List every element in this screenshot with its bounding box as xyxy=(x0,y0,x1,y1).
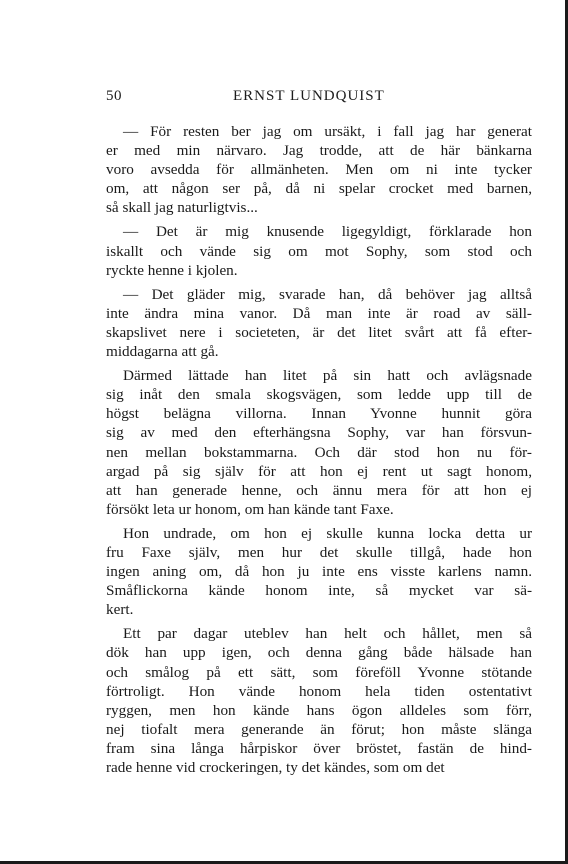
text-line: så skall jag naturligtvis... xyxy=(106,199,258,217)
text-line: — För resten ber jag om ursäkt, i fall jag har generat xyxy=(123,123,532,140)
paragraph xyxy=(106,366,532,519)
text-line: Hon undrade, om hon ej skulle kunna locka detta ur xyxy=(123,524,532,542)
text-line: ingen aning om, då hon ju inte ens visste karlens namn. xyxy=(106,563,532,581)
text-line: ryggen, men hon kände hans ögon alldeles som förr, xyxy=(106,701,532,719)
paragraph xyxy=(106,222,532,279)
text-line: nen mellan bokstammarna. Och där stod hon nu för- xyxy=(106,443,532,461)
running-head: ERNST LUNDQUIST xyxy=(233,88,385,104)
text-line: voro avsedda för allmänheten. Men om ni inte tycker xyxy=(106,161,532,179)
body-text xyxy=(106,122,532,782)
text-line: försökt leta ur honom, om han kände tant Faxe. xyxy=(106,500,394,518)
text-line: fram sina långa hårpiskor över bröstet, fastän de hind- xyxy=(106,739,532,757)
paragraph xyxy=(106,624,532,777)
text-line: förtroligt. Hon vände honom hela tiden ostentativt xyxy=(106,682,532,700)
text-line: er med min närvaro. Jag trodde, att de här bänkarna xyxy=(106,142,532,160)
text-line: kert. xyxy=(106,601,134,619)
text-line: sig av med den efterhängsna Sophy, var han försvun- xyxy=(106,424,532,442)
page-number: 50 xyxy=(106,88,122,104)
text-line: — Det gläder mig, svarade han, då behöver jag alltså xyxy=(123,285,532,303)
paragraph xyxy=(106,285,532,361)
text-line: högst belägna villorna. Innan Yvonne hunnit göra xyxy=(106,405,532,423)
paragraph xyxy=(106,122,532,217)
text-line: nej tiofalt mera generande än förut; hon måste slänga xyxy=(106,720,532,738)
text-line: och smålog på ett sätt, som föreföll Yvonne stötande xyxy=(106,663,532,681)
text-line: ryckte henne i kjolen. xyxy=(106,261,238,279)
page-header xyxy=(106,88,532,108)
text-line: inte ändra mina vanor. Då man inte är road av säll- xyxy=(106,304,532,322)
text-line: rade henne vid crockeringen, ty det kändes, som om det xyxy=(106,759,445,776)
text-line: argad på sig själv för att hon ej rent ut sagt honom, xyxy=(106,462,532,480)
text-line: fru Faxe själv, men hur det skulle tillgå, hade hon xyxy=(106,543,532,561)
text-line: om, att någon ser på, då ni spelar crocket med barnen, xyxy=(106,180,532,198)
text-line: Småflickorna kände honom inte, så mycket var sä- xyxy=(106,582,532,600)
text-line: Därmed lättade han litet på sin hatt och avlägsnade xyxy=(123,367,532,385)
text-line: skapslivet nere i societeten, är det litet svårt att få efter- xyxy=(106,323,532,341)
text-line: — Det är mig knusende ligegyldigt, förklarade hon xyxy=(123,223,532,241)
text-line: iskallt och vände sig om mot Sophy, som stod och xyxy=(106,242,532,260)
paragraph xyxy=(106,524,532,619)
text-line: att han generade henne, och ännu mera för att hon ej xyxy=(106,481,532,499)
text-line: middagarna att gå. xyxy=(106,343,219,361)
text-line: dök han upp igen, och denna gång både hälsade han xyxy=(106,644,532,662)
text-line: Ett par dagar uteblev han helt och hållet, men så xyxy=(123,625,532,643)
text-line: sig inåt den smala skogsvägen, som ledde upp till de xyxy=(106,386,532,404)
